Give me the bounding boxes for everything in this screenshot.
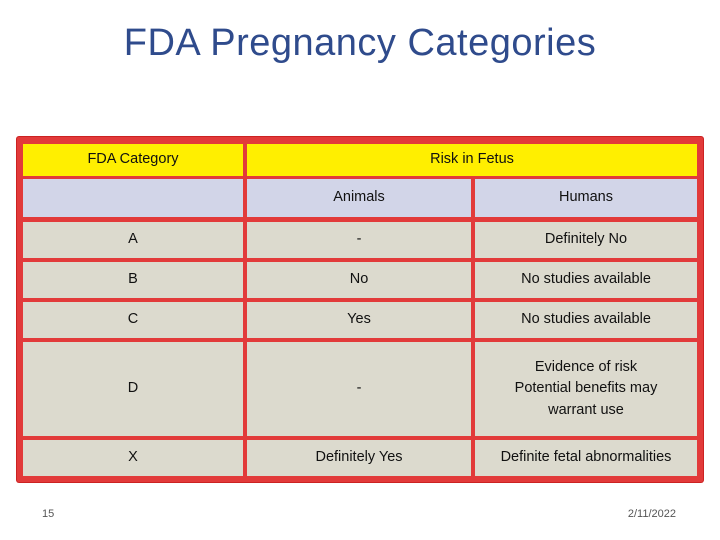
row-d-animals: -	[247, 342, 471, 436]
slide-number: 15	[42, 508, 55, 520]
slide-date: 2/11/2022	[627, 508, 676, 520]
header-fda-category: FDA Category	[23, 144, 243, 176]
row-c-humans: No studies available	[475, 302, 697, 338]
row-x-humans: Definite fetal abnormalities	[475, 440, 697, 476]
row-c-animals: Yes	[247, 302, 471, 338]
row-b-humans: No studies available	[475, 262, 697, 298]
subheader-empty	[23, 179, 243, 217]
row-b-category: B	[23, 262, 243, 298]
row-a-category: A	[23, 222, 243, 258]
row-b-animals: No	[247, 262, 471, 298]
row-d-humans: Evidence of risk Potential benefits may warrant use	[475, 342, 697, 436]
subheader-humans: Humans	[475, 179, 697, 217]
row-a-humans: Definitely No	[475, 222, 697, 258]
row-c-category: C	[23, 302, 243, 338]
row-d-category: D	[23, 342, 243, 436]
row-a-animals: -	[247, 222, 471, 258]
header-risk-in-fetus: Risk in Fetus	[247, 144, 697, 176]
pregnancy-categories-table	[17, 137, 703, 482]
row-x-animals: Definitely Yes	[247, 440, 471, 476]
subheader-animals: Animals	[247, 179, 471, 217]
row-x-category: X	[23, 440, 243, 476]
slide-title: FDA Pregnancy Categories	[123, 22, 597, 64]
